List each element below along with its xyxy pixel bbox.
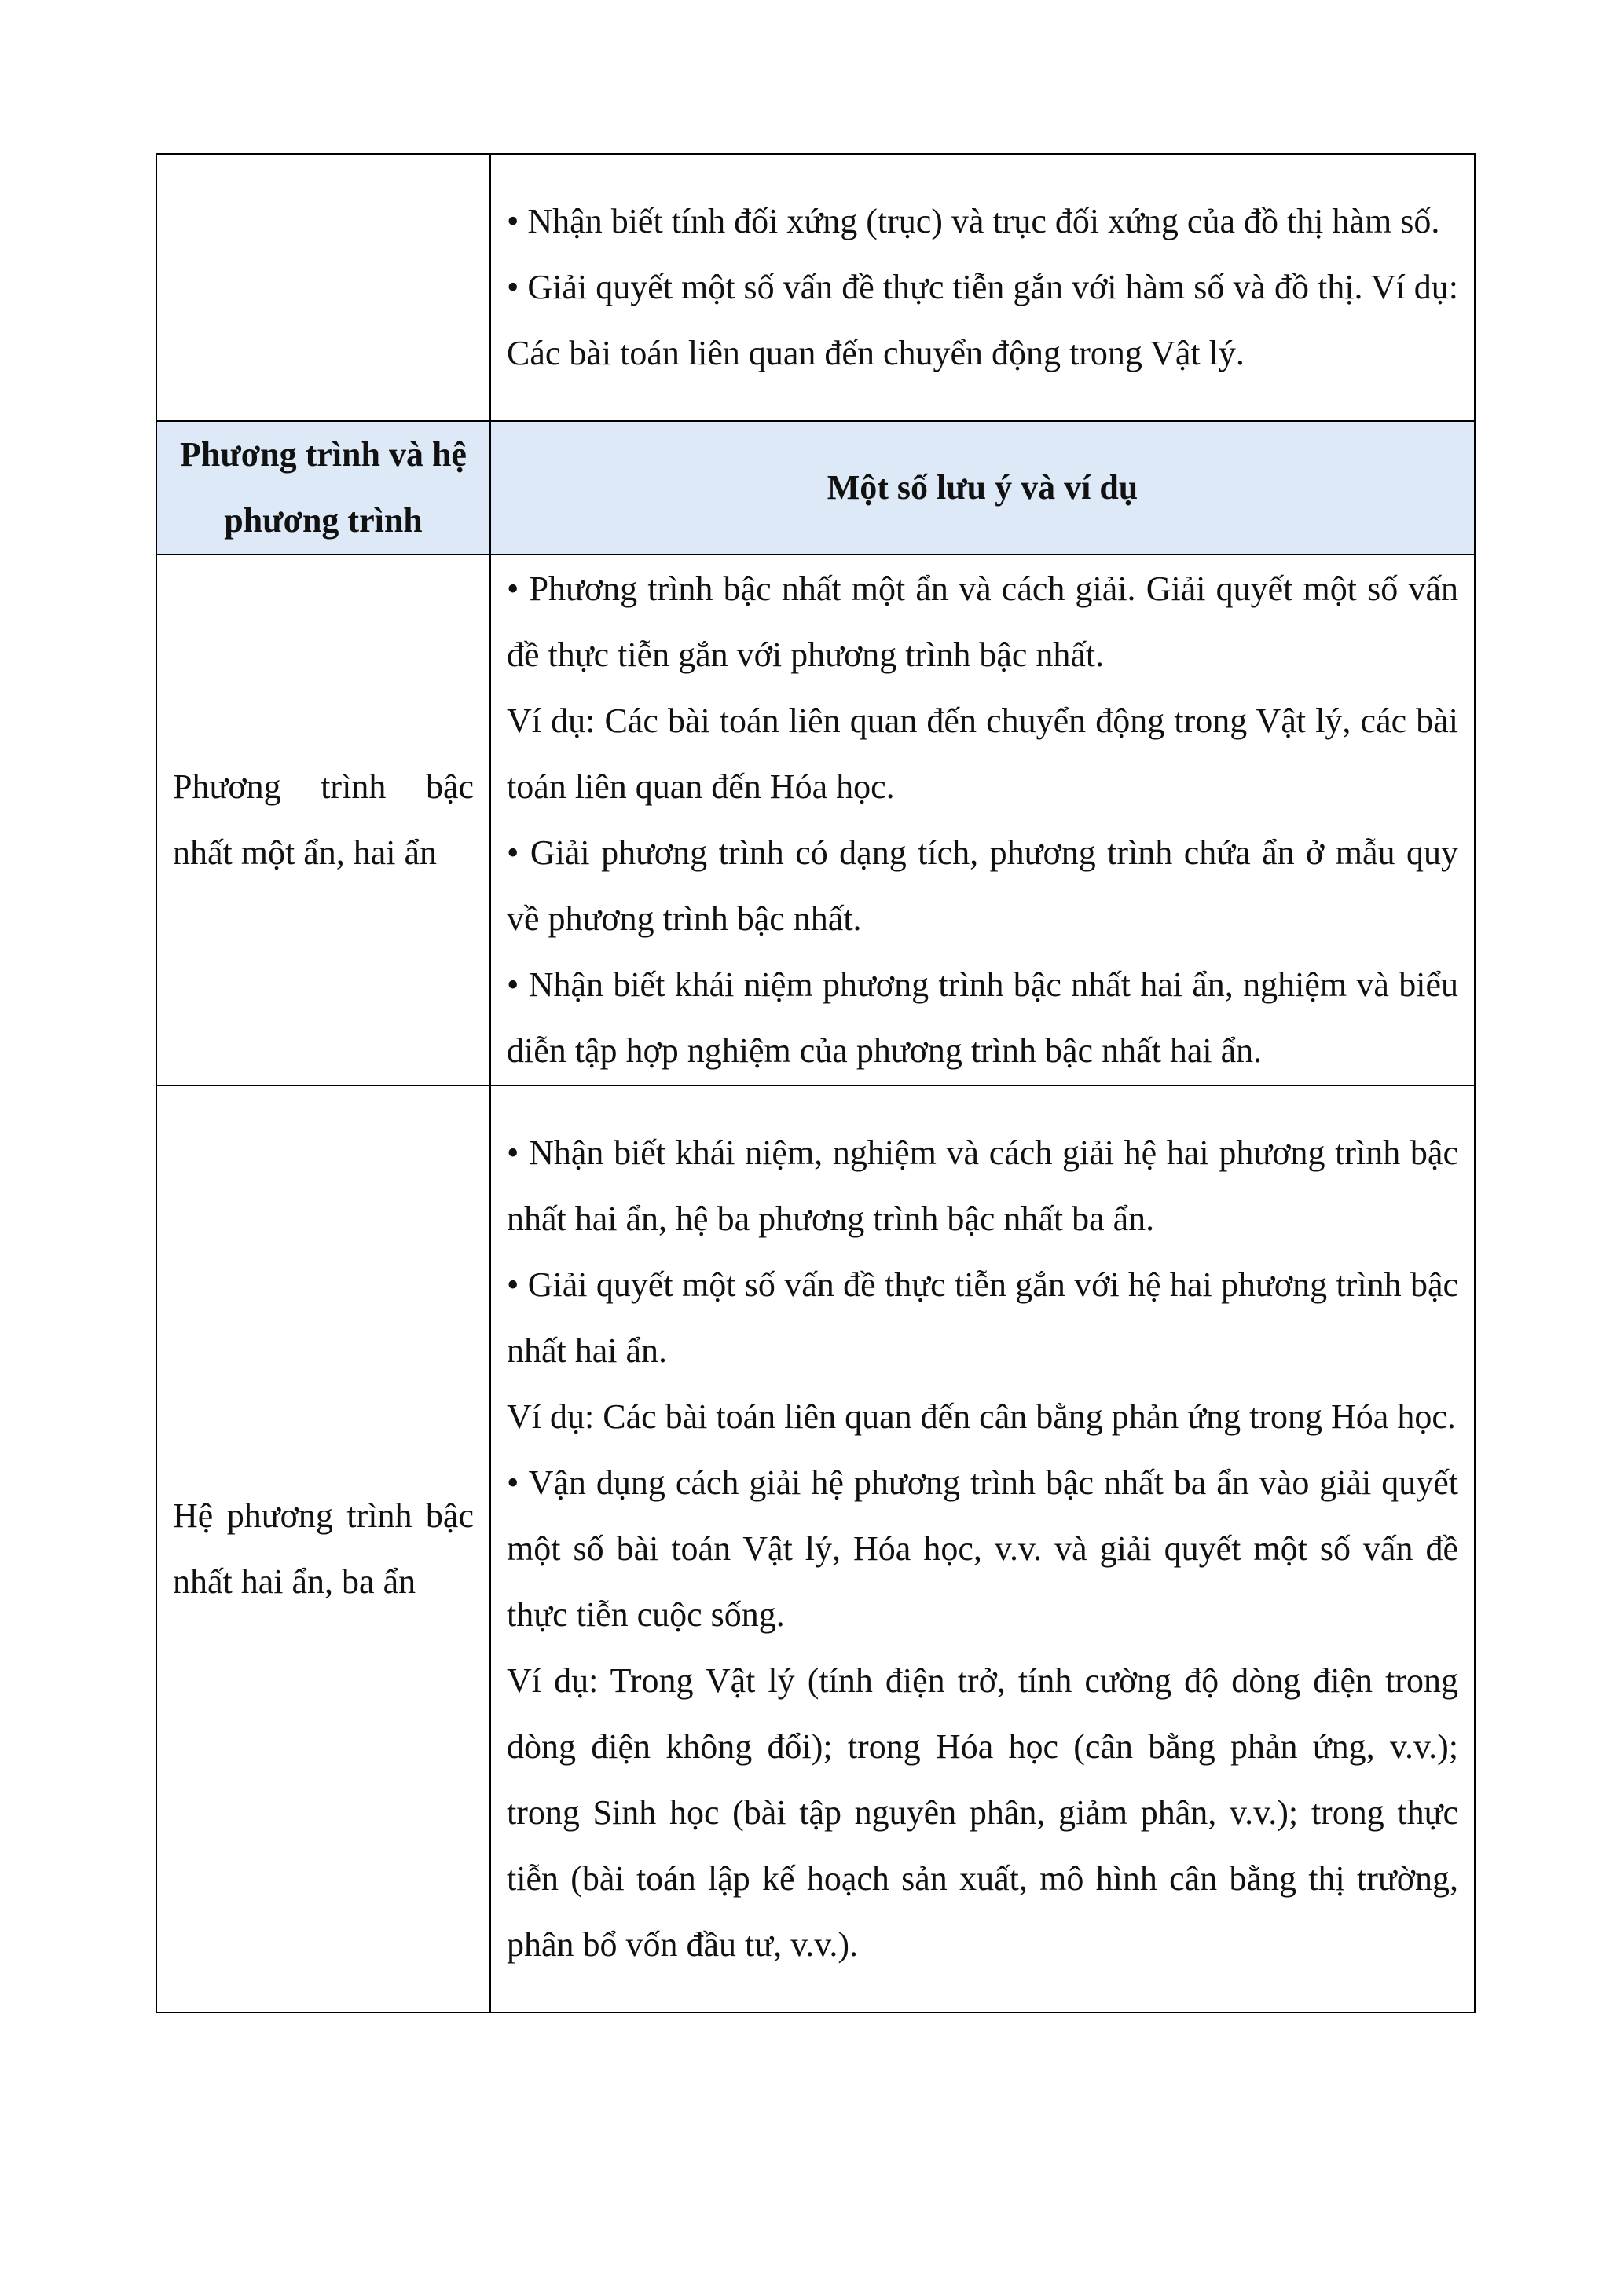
table-row — [156, 154, 1475, 421]
topic-cell: Phương trình bậc nhất một ẩn, hai ẩn — [156, 555, 490, 1086]
note-paragraph: Ví dụ: Các bài toán liên quan đến chuyển động trong Vật lý, các bài toán liên quan đến Hóa học. — [507, 701, 1458, 806]
note-paragraph: • Nhận biết khái niệm, nghiệm và cách giải hệ hai phương trình bậc nhất hai ẩn, hệ ba phương trình bậc nhất ba ẩn. — [507, 1133, 1458, 1238]
note-paragraph: • Giải quyết một số vấn đề thực tiễn gắn với hệ hai phương trình bậc nhất hai ẩn. — [507, 1265, 1458, 1370]
notes-cell — [490, 555, 1475, 1086]
topic-cell: Hệ phương trình bậc nhất hai ẩn, ba ẩn — [156, 1086, 490, 2012]
section-header-topic: Phương trình và hệ phương trình — [156, 421, 490, 555]
note-paragraph: Ví dụ: Các bài toán liên quan đến cân bằng phản ứng trong Hóa học. — [507, 1397, 1456, 1436]
topic-cell — [156, 154, 490, 421]
note-paragraph: • Giải quyết một số vấn đề thực tiễn gắn với hàm số và đồ thị. Ví dụ: Các bài toán liên quan đến chuyển động trong Vật lý. — [507, 268, 1458, 372]
note-paragraph: • Vận dụng cách giải hệ phương trình bậc nhất ba ẩn vào giải quyết một số bài toán Vật lý, Hóa học, v.v. và giải quyết một số vấn đề thực tiễn cuộc sống. — [507, 1463, 1458, 1634]
curriculum-table — [156, 153, 1476, 2013]
note-paragraph: Ví dụ: Trong Vật lý (tính điện trở, tính cường độ dòng điện trong dòng điện không đổi); trong Hóa học (cân bằng phản ứng, v.v.); trong Sinh học (bài tập nguyên phân, giảm phân, v.v.); trong thực tiễn (bài toán lập kế hoạch sản xuất, mô hình cân bằng thị trường, phân bổ vốn đầu tư, v.v.). — [507, 1661, 1458, 1964]
note-paragraph: • Phương trình bậc nhất một ẩn và cách giải. Giải quyết một số vấn đề thực tiễn gắn với phương trình bậc nhất. — [507, 569, 1458, 674]
note-paragraph: • Nhận biết khái niệm phương trình bậc nhất hai ẩn, nghiệm và biểu diễn tập hợp nghiệm của phương trình bậc nhất hai ẩn. — [507, 965, 1458, 1070]
table-row — [156, 1086, 1475, 2012]
notes-cell — [490, 1086, 1475, 2012]
section-header-row — [156, 421, 1475, 555]
table-row — [156, 555, 1475, 1086]
section-header-notes: Một số lưu ý và ví dụ — [490, 421, 1475, 555]
note-paragraph: • Giải phương trình có dạng tích, phương trình chứa ẩn ở mẫu quy về phương trình bậc nhất. — [507, 833, 1458, 938]
notes-cell — [490, 154, 1475, 421]
note-paragraph: • Nhận biết tính đối xứng (trục) và trục đối xứng của đồ thị hàm số. — [507, 202, 1440, 240]
